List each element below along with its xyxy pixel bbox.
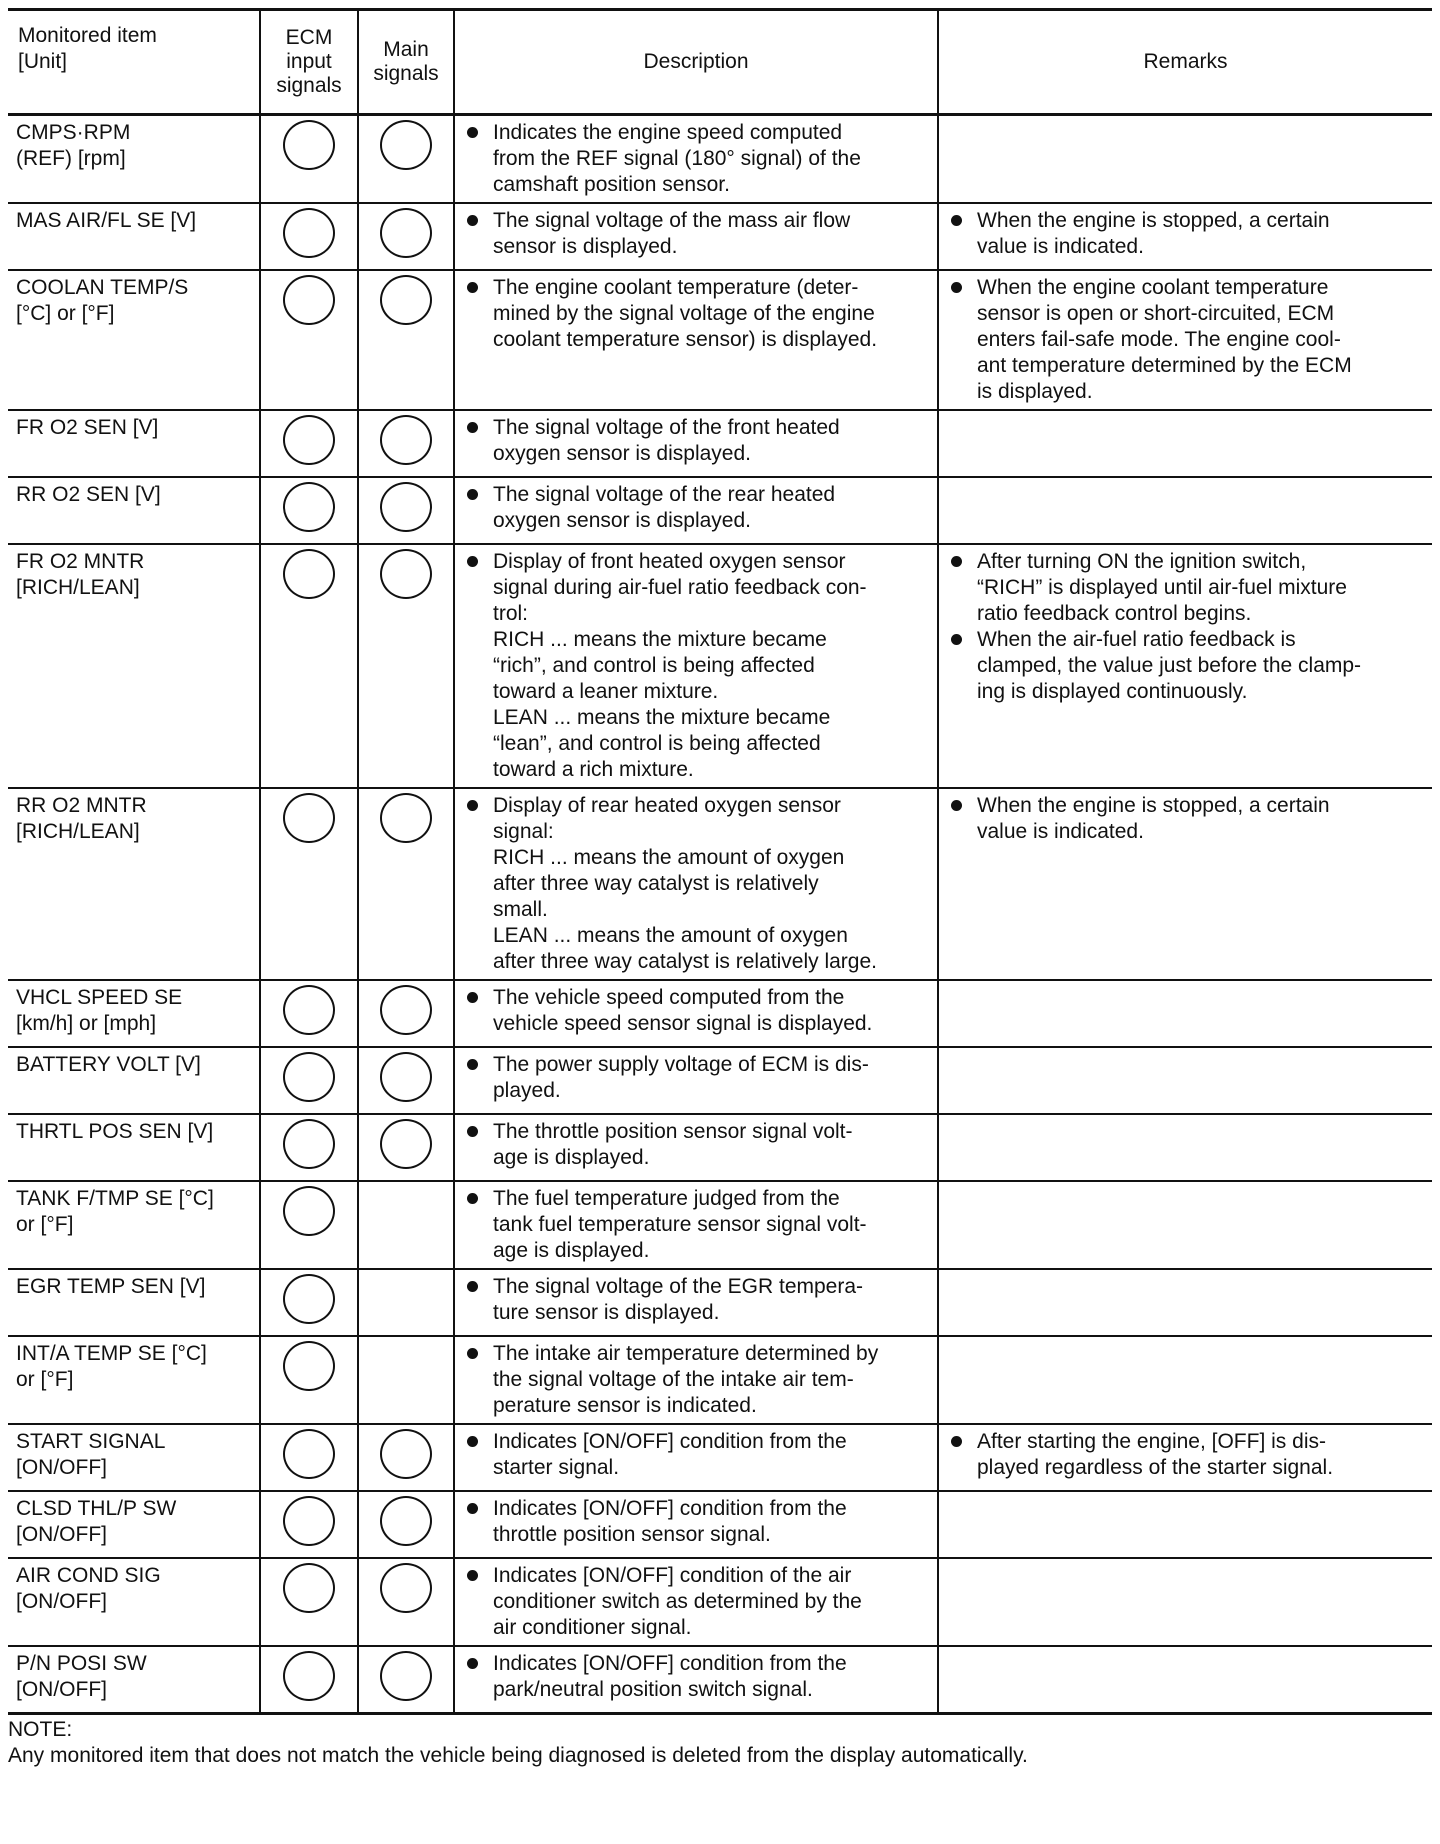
monitored-item-cell: [8, 1491, 260, 1558]
header-ecm-input-signals: ECM input signals: [260, 10, 358, 115]
monitored-item-cell: [8, 203, 260, 270]
monitor-table: [8, 8, 1432, 1715]
description-text: Display of front heated oxygen sensor signal during air-fuel ratio feedback con- trol: RICH ... means the mixture became “rich”, and control is being affected toward a leaner mixture. LEAN ... means the mixture became “lean”, and control is being affected toward a rich mixture.: [493, 550, 867, 781]
monitored-item-label: COOLAN TEMP/S [°C] or [°F]: [16, 276, 189, 325]
circle-mark-icon: [380, 415, 432, 465]
circle-mark-icon: [283, 1496, 335, 1546]
monitored-item-label: RR O2 MNTR [RICH/LEAN]: [16, 794, 147, 843]
description-text: Display of rear heated oxygen sensor signal: RICH ... means the amount of oxygen after three way catalyst is relatively small. LEAN ... means the amount of oxygen after three way catalyst is relatively large.: [493, 794, 877, 973]
description-bullet: [463, 1119, 929, 1171]
table-header: [8, 10, 1432, 115]
bullet-dot-icon: [467, 1193, 478, 1204]
monitored-item-cell: [8, 477, 260, 544]
bullet-dot-icon: [467, 215, 478, 226]
table-row: [8, 203, 1432, 270]
circle-mark-icon: [380, 549, 432, 599]
remarks-cell: [938, 203, 1432, 270]
remarks-cell: [938, 1269, 1432, 1336]
description-bullet: [463, 275, 929, 353]
main-signal-cell: [358, 1646, 454, 1714]
ecm-input-signal-cell: [260, 1424, 358, 1491]
note-block: [8, 1717, 1432, 1769]
description-cell: [454, 1047, 938, 1114]
remarks-cell: [938, 1424, 1432, 1491]
description-text: The engine coolant temperature (deter- mined by the signal voltage of the engine coolant temperature sensor) is displayed.: [493, 276, 878, 351]
description-bullet: [463, 415, 929, 467]
monitored-item-label: P/N POSI SW [ON/OFF]: [16, 1652, 147, 1701]
description-text: The signal voltage of the mass air flow sensor is displayed.: [493, 209, 851, 258]
description-cell: [454, 1336, 938, 1424]
remarks-text: After turning ON the ignition switch, “RICH” is displayed until air-fuel mixture ratio feedback control begins.: [977, 550, 1347, 625]
description-bullet: [463, 1496, 929, 1548]
table-row: [8, 544, 1432, 788]
description-text: The power supply voltage of ECM is dis- played.: [493, 1053, 869, 1102]
table-row: [8, 1491, 1432, 1558]
table-row: [8, 1047, 1432, 1114]
circle-mark-icon: [283, 275, 335, 325]
description-text: The vehicle speed computed from the vehicle speed sensor signal is displayed.: [493, 986, 873, 1035]
remarks-bullet: [947, 208, 1424, 260]
ecm-input-signal-cell: [260, 544, 358, 788]
circle-mark-icon: [380, 793, 432, 843]
document-page: [8, 8, 1432, 1767]
monitored-item-label: BATTERY VOLT [V]: [16, 1053, 201, 1076]
description-bullet: [463, 208, 929, 260]
description-bullet: [463, 793, 929, 975]
bullet-dot-icon: [951, 282, 962, 293]
monitored-item-cell: [8, 1646, 260, 1714]
header-description: Description: [454, 10, 938, 115]
table-row: [8, 477, 1432, 544]
description-bullet: [463, 120, 929, 198]
remarks-cell: [938, 788, 1432, 980]
circle-mark-icon: [283, 208, 335, 258]
main-signal-cell: [358, 203, 454, 270]
remarks-cell: [938, 1336, 1432, 1424]
monitored-item-label: AIR COND SIG [ON/OFF]: [16, 1564, 161, 1613]
ecm-input-signal-cell: [260, 1646, 358, 1714]
circle-mark-icon: [380, 275, 432, 325]
description-cell: [454, 115, 938, 204]
remarks-text: When the air-fuel ratio feedback is clamped, the value just before the clamp- ing is displayed continuously.: [977, 628, 1362, 703]
monitored-item-cell: [8, 410, 260, 477]
circle-mark-icon: [283, 1651, 335, 1701]
description-bullet: [463, 1052, 929, 1104]
ecm-input-signal-cell: [260, 203, 358, 270]
bullet-dot-icon: [467, 1348, 478, 1359]
main-signal-cell: [358, 410, 454, 477]
monitored-item-label: INT/A TEMP SE [°C] or [°F]: [16, 1342, 207, 1391]
bullet-dot-icon: [467, 1059, 478, 1070]
monitored-item-cell: [8, 1181, 260, 1269]
remarks-cell: [938, 410, 1432, 477]
ecm-input-signal-cell: [260, 410, 358, 477]
description-text: The throttle position sensor signal volt- age is displayed.: [493, 1120, 853, 1169]
monitored-item-cell: [8, 788, 260, 980]
bullet-dot-icon: [951, 800, 962, 811]
circle-mark-icon: [283, 985, 335, 1035]
description-text: The intake air temperature determined by the signal voltage of the intake air tem- perature sensor is indicated.: [493, 1342, 879, 1417]
monitored-item-cell: [8, 1114, 260, 1181]
description-cell: [454, 788, 938, 980]
description-text: Indicates [ON/OFF] condition from the park/neutral position switch signal.: [493, 1652, 847, 1701]
table-row: [8, 1646, 1432, 1714]
description-text: The fuel temperature judged from the tank fuel temperature sensor signal volt- age is displayed.: [493, 1187, 867, 1262]
description-text: Indicates the engine speed computed from the REF signal (180° signal) of the camshaft position sensor.: [493, 121, 861, 196]
description-text: Indicates [ON/OFF] condition of the air conditioner switch as determined by the air conditioner signal.: [493, 1564, 862, 1639]
main-signal-cell: [358, 1047, 454, 1114]
table-row: [8, 1558, 1432, 1646]
table-row: [8, 980, 1432, 1047]
description-bullet: [463, 985, 929, 1037]
description-cell: [454, 980, 938, 1047]
remarks-text: When the engine is stopped, a certain value is indicated.: [977, 209, 1330, 258]
table-body: [8, 115, 1432, 1714]
description-cell: [454, 1646, 938, 1714]
monitored-item-cell: [8, 544, 260, 788]
table-row: [8, 115, 1432, 204]
bullet-dot-icon: [951, 215, 962, 226]
description-bullet: [463, 549, 929, 783]
remarks-bullet: [947, 275, 1424, 405]
main-signal-cell: [358, 1269, 454, 1336]
circle-mark-icon: [380, 1119, 432, 1169]
circle-mark-icon: [380, 985, 432, 1035]
description-cell: [454, 1424, 938, 1491]
monitored-item-cell: [8, 1047, 260, 1114]
monitored-item-cell: [8, 1269, 260, 1336]
description-cell: [454, 1181, 938, 1269]
remarks-cell: [938, 1181, 1432, 1269]
monitored-item-label: TANK F/TMP SE [°C] or [°F]: [16, 1187, 214, 1236]
description-bullet: [463, 1563, 929, 1641]
ecm-input-signal-cell: [260, 1047, 358, 1114]
ecm-input-signal-cell: [260, 270, 358, 410]
circle-mark-icon: [283, 120, 335, 170]
main-signal-cell: [358, 1114, 454, 1181]
remarks-bullet: [947, 1429, 1424, 1481]
main-signal-cell: [358, 1491, 454, 1558]
table-row: [8, 1336, 1432, 1424]
bullet-dot-icon: [467, 1658, 478, 1669]
table-row: [8, 1181, 1432, 1269]
description-bullet: [463, 1186, 929, 1264]
bullet-dot-icon: [467, 1281, 478, 1292]
remarks-cell: [938, 980, 1432, 1047]
main-signal-cell: [358, 1336, 454, 1424]
remarks-cell: [938, 544, 1432, 788]
circle-mark-icon: [380, 1052, 432, 1102]
monitored-item-label: VHCL SPEED SE [km/h] or [mph]: [16, 986, 183, 1035]
remarks-cell: [938, 115, 1432, 204]
circle-mark-icon: [283, 1429, 335, 1479]
bullet-dot-icon: [467, 556, 478, 567]
circle-mark-icon: [380, 120, 432, 170]
description-text: The signal voltage of the EGR tempera- ture sensor is displayed.: [493, 1275, 864, 1324]
table-row: [8, 270, 1432, 410]
ecm-input-signal-cell: [260, 788, 358, 980]
circle-mark-icon: [283, 549, 335, 599]
monitored-item-cell: [8, 270, 260, 410]
ecm-input-signal-cell: [260, 1558, 358, 1646]
ecm-input-signal-cell: [260, 115, 358, 204]
main-signal-cell: [358, 477, 454, 544]
header-row: [8, 10, 1432, 115]
description-cell: [454, 1269, 938, 1336]
table-row: [8, 1269, 1432, 1336]
remarks-cell: [938, 1114, 1432, 1181]
ecm-input-signal-cell: [260, 1491, 358, 1558]
bullet-dot-icon: [467, 127, 478, 138]
main-signal-cell: [358, 270, 454, 410]
monitored-item-label: FR O2 MNTR [RICH/LEAN]: [16, 550, 145, 599]
monitored-item-cell: [8, 980, 260, 1047]
main-signal-cell: [358, 115, 454, 204]
remarks-cell: [938, 1047, 1432, 1114]
circle-mark-icon: [380, 1496, 432, 1546]
ecm-input-signal-cell: [260, 1336, 358, 1424]
circle-mark-icon: [283, 415, 335, 465]
ecm-input-signal-cell: [260, 1114, 358, 1181]
description-text: Indicates [ON/OFF] condition from the starter signal.: [493, 1430, 847, 1479]
remarks-bullet: [947, 549, 1424, 627]
bullet-dot-icon: [951, 1436, 962, 1447]
bullet-dot-icon: [467, 1503, 478, 1514]
description-cell: [454, 544, 938, 788]
monitored-item-label: MAS AIR/FL SE [V]: [16, 209, 197, 232]
circle-mark-icon: [380, 1651, 432, 1701]
bullet-dot-icon: [467, 800, 478, 811]
monitored-item-cell: [8, 1558, 260, 1646]
circle-mark-icon: [380, 482, 432, 532]
remarks-cell: [938, 270, 1432, 410]
remarks-text: When the engine is stopped, a certain value is indicated.: [977, 794, 1330, 843]
bullet-dot-icon: [467, 1570, 478, 1581]
description-cell: [454, 1558, 938, 1646]
table-row: [8, 1424, 1432, 1491]
table-row: [8, 410, 1432, 477]
monitored-item-label: CMPS·RPM (REF) [rpm]: [16, 121, 131, 170]
circle-mark-icon: [283, 1119, 335, 1169]
ecm-input-signal-cell: [260, 1269, 358, 1336]
description-cell: [454, 203, 938, 270]
remarks-cell: [938, 1491, 1432, 1558]
header-remarks: Remarks: [938, 10, 1432, 115]
remarks-text: After starting the engine, [OFF] is dis- played regardless of the starter signal.: [977, 1430, 1334, 1479]
description-text: The signal voltage of the front heated oxygen sensor is displayed.: [493, 416, 840, 465]
description-cell: [454, 1114, 938, 1181]
circle-mark-icon: [380, 208, 432, 258]
monitored-item-label: THRTL POS SEN [V]: [16, 1120, 214, 1143]
description-text: The signal voltage of the rear heated oxygen sensor is displayed.: [493, 483, 836, 532]
circle-mark-icon: [283, 1341, 335, 1391]
circle-mark-icon: [380, 1563, 432, 1613]
circle-mark-icon: [283, 1052, 335, 1102]
remarks-cell: [938, 1646, 1432, 1714]
remarks-bullet: [947, 627, 1424, 705]
description-text: Indicates [ON/OFF] condition from the throttle position sensor signal.: [493, 1497, 847, 1546]
description-bullet: [463, 1651, 929, 1703]
monitored-item-cell: [8, 115, 260, 204]
monitored-item-cell: [8, 1336, 260, 1424]
table-row: [8, 788, 1432, 980]
circle-mark-icon: [283, 482, 335, 532]
ecm-input-signal-cell: [260, 980, 358, 1047]
monitored-item-label: RR O2 SEN [V]: [16, 483, 161, 506]
monitored-item-label: CLSD THL/P SW [ON/OFF]: [16, 1497, 177, 1546]
circle-mark-icon: [283, 793, 335, 843]
monitored-item-cell: [8, 1424, 260, 1491]
description-bullet: [463, 482, 929, 534]
bullet-dot-icon: [467, 992, 478, 1003]
description-bullet: [463, 1429, 929, 1481]
table-row: [8, 1114, 1432, 1181]
bullet-dot-icon: [467, 1436, 478, 1447]
circle-mark-icon: [283, 1274, 335, 1324]
remarks-text: When the engine coolant temperature sensor is open or short-circuited, ECM enters fail-safe mode. The engine cool- ant temperature determined by the ECM is displayed.: [977, 276, 1352, 403]
description-cell: [454, 410, 938, 477]
circle-mark-icon: [380, 1429, 432, 1479]
header-main-signals: Main signals: [358, 10, 454, 115]
ecm-input-signal-cell: [260, 477, 358, 544]
description-bullet: [463, 1274, 929, 1326]
remarks-cell: [938, 1558, 1432, 1646]
main-signal-cell: [358, 1181, 454, 1269]
description-cell: [454, 1491, 938, 1558]
circle-mark-icon: [283, 1186, 335, 1236]
monitored-item-label: FR O2 SEN [V]: [16, 416, 159, 439]
header-monitored-item: Monitored item [Unit]: [8, 10, 260, 115]
circle-mark-icon: [283, 1563, 335, 1613]
main-signal-cell: [358, 1424, 454, 1491]
note-label: NOTE:: [8, 1718, 73, 1741]
main-signal-cell: [358, 788, 454, 980]
bullet-dot-icon: [467, 422, 478, 433]
bullet-dot-icon: [951, 556, 962, 567]
ecm-input-signal-cell: [260, 1181, 358, 1269]
description-cell: [454, 477, 938, 544]
remarks-bullet: [947, 793, 1424, 845]
main-signal-cell: [358, 1558, 454, 1646]
description-cell: [454, 270, 938, 410]
note-text: Any monitored item that does not match the vehicle being diagnosed is deleted from the display automatically.: [8, 1744, 1028, 1767]
bullet-dot-icon: [467, 1126, 478, 1137]
bullet-dot-icon: [951, 634, 962, 645]
bullet-dot-icon: [467, 282, 478, 293]
monitored-item-label: START SIGNAL [ON/OFF]: [16, 1430, 166, 1479]
description-bullet: [463, 1341, 929, 1419]
monitored-item-label: EGR TEMP SEN [V]: [16, 1275, 206, 1298]
bullet-dot-icon: [467, 489, 478, 500]
main-signal-cell: [358, 544, 454, 788]
main-signal-cell: [358, 980, 454, 1047]
remarks-cell: [938, 477, 1432, 544]
